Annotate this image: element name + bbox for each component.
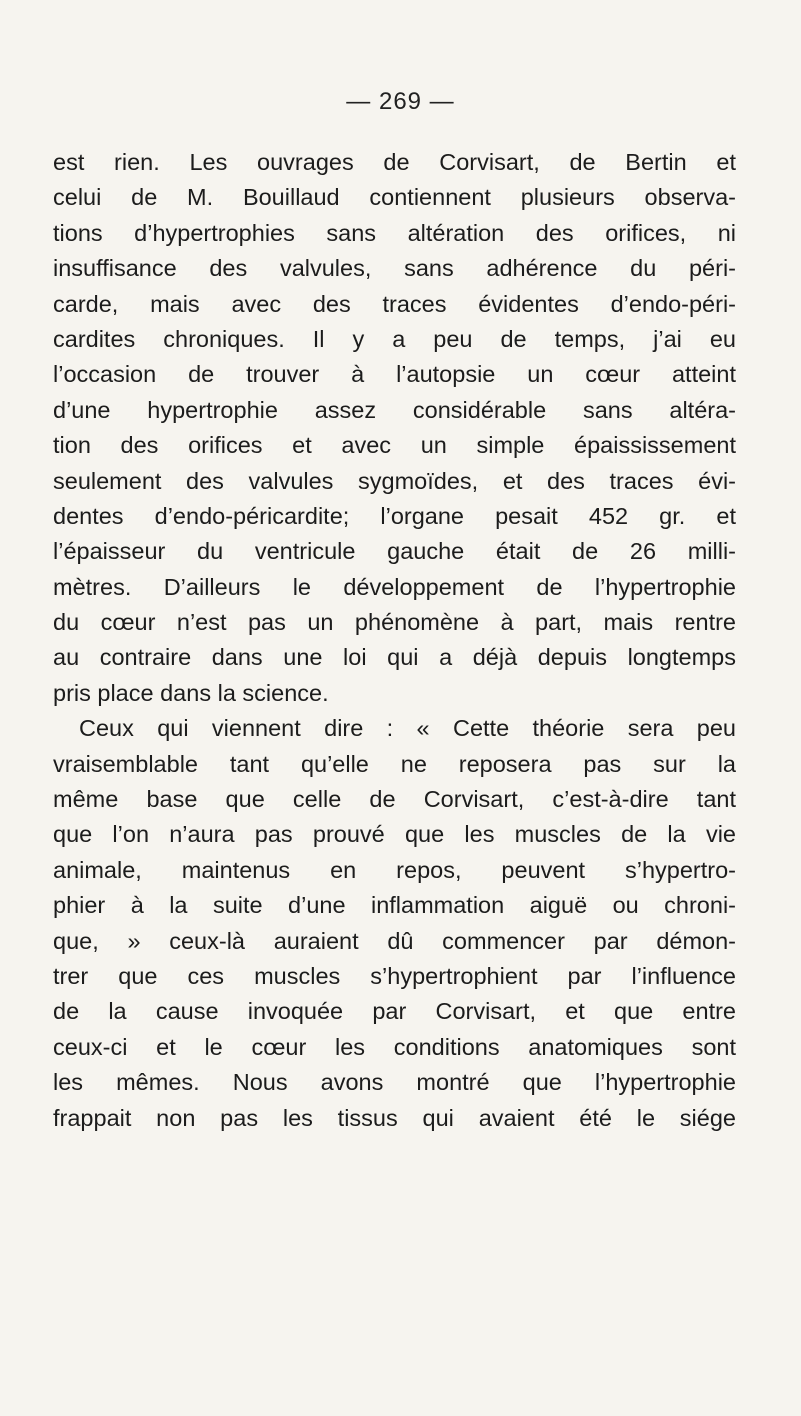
text-line: tion des orifices et avec un simple épaississement [53, 432, 736, 459]
text-line: d’une hypertrophie assez considérable sans altéra- [53, 396, 736, 423]
text-line: celui de M. Bouillaud contiennent plusieurs observa- [53, 184, 736, 211]
text-line: seulement des valvules sygmoïdes, et des traces évi- [53, 467, 736, 494]
text-line: cardites chroniques. Il y a peu de temps, j’ai eu [53, 325, 736, 352]
text-line: frappait non pas les tissus qui avaient été le siége [53, 1104, 736, 1131]
text-line: trer que ces muscles s’hypertrophient par l’influence [53, 962, 736, 989]
text-line: du cœur n’est pas un phénomène à part, mais rentre [53, 609, 736, 636]
text-line: dentes d’endo-péricardite; l’organe pesait 452 gr. et [53, 502, 736, 529]
page-number: — 269 — [346, 88, 455, 115]
text-line: vraisemblable tant qu’elle ne reposera pas sur la [53, 750, 736, 777]
text-line: ceux-ci et le cœur les conditions anatomiques sont [53, 1033, 736, 1060]
text-line: même base que celle de Corvisart, c’est-à-dire tant [53, 786, 736, 813]
text-line: tions d’hypertrophies sans altération des orifices, ni [53, 219, 736, 246]
text-line: phier à la suite d’une inflammation aiguë ou chroni- [53, 892, 736, 919]
text-line: mètres. D’ailleurs le développement de l’hypertrophie [53, 573, 736, 600]
text-line: l’épaisseur du ventricule gauche était de 26 milli- [53, 538, 736, 565]
text-line: carde, mais avec des traces évidentes d’endo-péri- [53, 290, 736, 317]
text-line: que, » ceux-là auraient dû commencer par démon- [53, 927, 736, 954]
text-line: au contraire dans une loi qui a déjà depuis longtemps [53, 644, 736, 671]
text-line: Ceux qui viennent dire : « Cette théorie sera peu [79, 715, 736, 742]
text-line: l’occasion de trouver à l’autopsie un cœur atteint [53, 361, 736, 388]
text-line: que l’on n’aura pas prouvé que les muscles de la vie [53, 821, 736, 848]
body-text [53, 145, 736, 1136]
text-line: pris place dans la science. [53, 679, 329, 706]
text-line: insuffisance des valvules, sans adhérence du péri- [53, 255, 736, 282]
text-line: de la cause invoquée par Corvisart, et que entre [53, 998, 736, 1025]
text-line: animale, maintenus en repos, peuvent s’hypertro- [53, 856, 736, 883]
text-line: est rien. Les ouvrages de Corvisart, de Bertin et [53, 149, 736, 175]
text-line: les mêmes. Nous avons montré que l’hypertrophie [53, 1069, 736, 1096]
